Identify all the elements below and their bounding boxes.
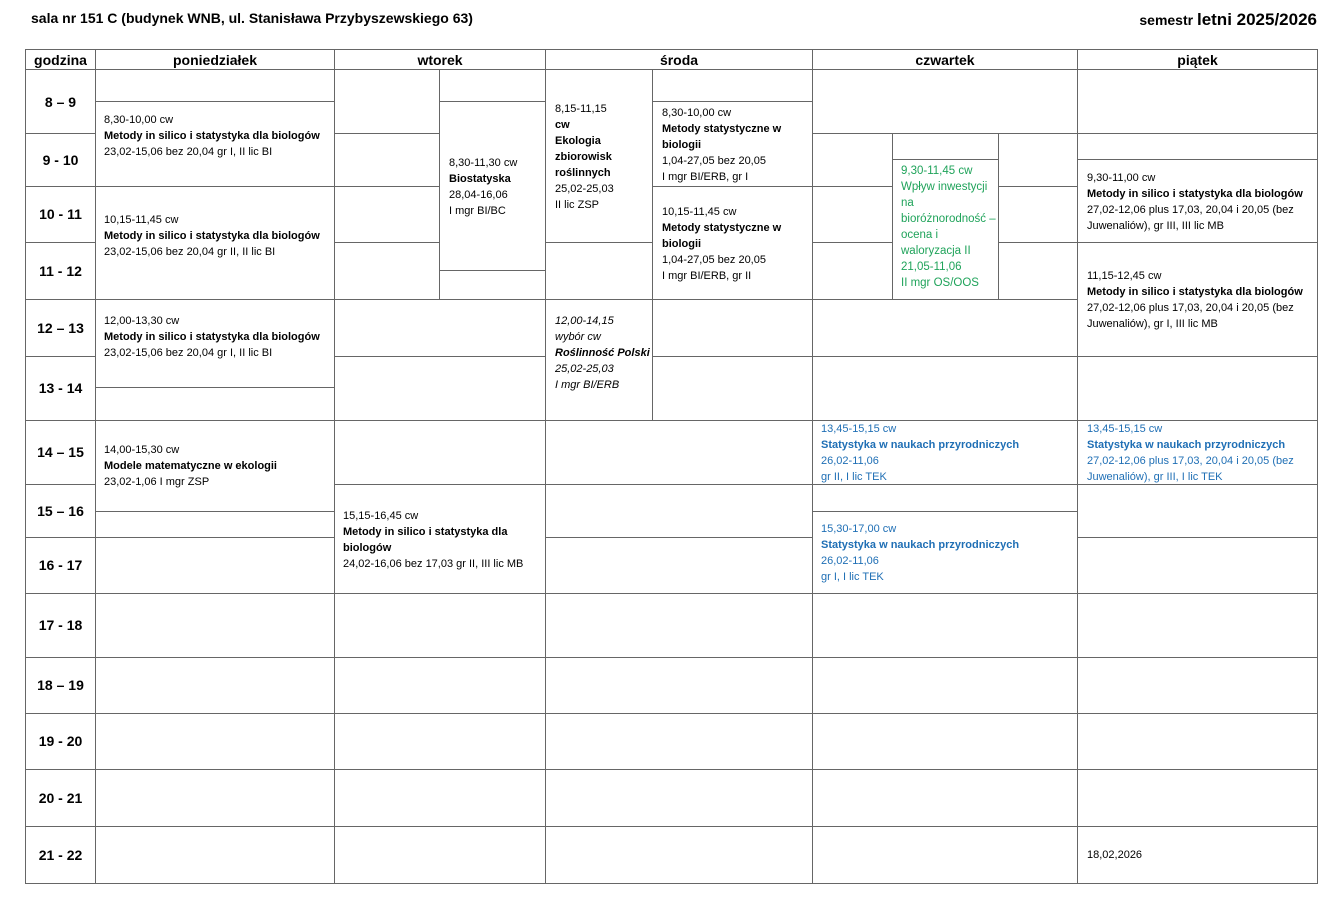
event-friday-3[interactable]	[1087, 421, 1315, 485]
event-time: 15,15-16,45 cw	[343, 510, 419, 522]
event-wednesday-4[interactable]	[555, 313, 650, 393]
semester-prefix: semestr	[1139, 12, 1194, 28]
event-time: 14,00-15,30 cw	[104, 444, 180, 456]
date-note: 18,02,2026	[1087, 849, 1143, 861]
event-tuesday-2[interactable]	[343, 508, 543, 572]
event-title: Statystyka w naukach przyrodniczych	[821, 439, 1020, 451]
event-details: 27,02-12,06 plus 17,03, 20,04 i 20,05 (bez Juwenaliów), gr III, I lic TEK	[1087, 455, 1294, 483]
col-header-hour: godzina	[34, 52, 87, 68]
col-header-wednesday: środa	[659, 52, 699, 68]
event-time: 10,15-11,45 cw	[662, 206, 737, 218]
hour-label: 12 – 13	[37, 320, 84, 336]
event-group: I mgr BI/ERB	[555, 379, 620, 391]
event-group: I mgr BI/ERB, gr I	[662, 171, 749, 183]
hour-label: 13 - 14	[38, 380, 83, 396]
col-header-friday: piątek	[1177, 52, 1218, 68]
event-time: 10,15-11,45 cw	[104, 214, 179, 226]
event-title: Metody in silico i statystyka dla biologów	[104, 331, 320, 343]
col-header-tuesday: wtorek	[417, 52, 463, 68]
event-title: Metody in silico i statystyka dla biologów	[104, 230, 320, 242]
hour-label: 18 – 19	[37, 677, 84, 693]
event-details: 1,04-27,05 bez 20,05	[662, 254, 766, 266]
hour-label: 19 - 20	[38, 733, 83, 749]
room-title: sala nr 151 C (budynek WNB, ul. Stanisława Przybyszewskiego 63)	[31, 10, 473, 26]
hour-label: 17 - 18	[38, 617, 83, 633]
event-title-details: Metody in silico i statystyka dla biologów 27,02-12,06 plus 17,03, 20,04 i 20,05 (bez Juwenaliów), gr III, III lic MB	[1087, 188, 1303, 232]
event-group: I mgr BI/BC	[449, 205, 506, 217]
hour-label: 9 - 10	[42, 152, 79, 168]
event-time: 8,30-11,30 cw	[449, 157, 518, 169]
event-time: 8,30-10,00 cw	[662, 107, 732, 119]
event-title: Metody in silico i statystyka dla biologów	[343, 526, 508, 554]
event-time: 13,45-15,15 cw	[821, 423, 897, 435]
hour-label: 20 - 21	[38, 790, 83, 806]
event-monday-4[interactable]	[104, 442, 330, 490]
event-details: 1,04-27,05 bez 20,05	[662, 155, 766, 167]
event-time: 12,00-14,15	[555, 315, 614, 327]
hour-label: 16 - 17	[38, 557, 83, 573]
event-time: 11,15-12,45 cw	[1087, 270, 1162, 282]
event-details: 25,02-25,03	[555, 363, 614, 375]
event-time: 13,45-15,15 cw	[1087, 423, 1163, 435]
event-details: 28,04-16,06	[449, 189, 508, 201]
hour-label: 14 – 15	[37, 444, 84, 460]
event-details: 23,02-15,06 bez 20,04 gr II, II lic BI	[104, 246, 276, 258]
semester-value: letni 2025/2026	[1196, 10, 1317, 29]
event-type: wybór cw	[555, 331, 601, 343]
event-thursday-1[interactable]	[901, 163, 997, 291]
event-friday-2[interactable]	[1087, 268, 1315, 332]
event-group: II mgr OS/OOS	[901, 277, 979, 289]
event-title: Metody statystyczne w biologii	[662, 123, 782, 151]
col-header-thursday: czwartek	[915, 52, 975, 68]
event-time: 15,30-17,00 cw	[821, 523, 897, 535]
hour-label: 11 - 12	[39, 263, 82, 279]
event-details: 21,05-11,06	[901, 261, 962, 273]
hour-label: 8 – 9	[44, 94, 77, 110]
event-monday-3[interactable]	[104, 313, 330, 361]
event-group: gr II, I lic TEK	[821, 471, 887, 483]
event-monday-2[interactable]	[104, 212, 330, 260]
event-title: Modele matematyczne w ekologii	[104, 460, 277, 472]
event-details: 26,02-11,06	[821, 555, 879, 567]
event-title: Ekologia zbiorowisk roślinnych	[555, 135, 612, 179]
event-details: 26,02-11,06	[821, 455, 879, 467]
event-title: Wpływ inwestycji na bioróżnorodność – ocena i waloryzacja II	[901, 181, 996, 257]
event-monday-1[interactable]	[104, 112, 330, 160]
event-details: 23,02-15,06 bez 20,04 gr I, II lic BI	[104, 146, 273, 158]
event-time: 9,30-11,45 cw	[901, 165, 973, 177]
event-title: Roślinność Polski	[555, 347, 650, 359]
hour-label: 15 – 16	[37, 503, 84, 519]
event-title: Metody statystyczne w biologii	[662, 222, 782, 250]
event-wednesday-2[interactable]	[662, 105, 810, 185]
event-group: gr I, I lic TEK	[821, 571, 884, 583]
event-type: cw	[555, 119, 570, 131]
event-title: Statystyka w naukach przyrodniczych	[1087, 439, 1286, 451]
event-thursday-3[interactable]	[821, 521, 1075, 585]
event-tuesday-1[interactable]	[449, 155, 543, 219]
event-time: 8,15-11,15	[555, 103, 607, 115]
event-details: 23,02-1,06 I mgr ZSP	[104, 476, 210, 488]
event-title: Biostatyska	[449, 173, 511, 185]
event-details: 24,02-16,06 bez 17,03 gr II, III lic MB	[343, 558, 524, 570]
event-thursday-2[interactable]	[821, 421, 1075, 485]
event-title: Statystyka w naukach przyrodniczych	[821, 539, 1020, 551]
event-friday-1[interactable]	[1087, 170, 1315, 234]
event-wednesday-3[interactable]	[662, 204, 810, 284]
event-group: I mgr BI/ERB, gr II	[662, 270, 752, 282]
event-time: 8,30-10,00 cw	[104, 114, 174, 126]
event-title-details: Metody in silico i statystyka dla biologów 27,02-12,06 plus 17,03, 20,04 i 20,05 (bez Juwenaliów), gr I, III lic MB	[1087, 286, 1303, 330]
col-header-monday: poniedziałek	[172, 52, 258, 68]
hour-label: 21 - 22	[38, 847, 83, 863]
event-details: 25,02-25,03	[555, 183, 614, 195]
event-wednesday-1[interactable]	[555, 101, 650, 213]
event-details: 23,02-15,06 bez 20,04 gr I, II lic BI	[104, 347, 273, 359]
event-time: 12,00-13,30 cw	[104, 315, 180, 327]
event-time: 9,30-11,00 cw	[1087, 172, 1156, 184]
hour-label: 10 - 11	[39, 206, 82, 222]
event-group: II lic ZSP	[555, 199, 600, 211]
event-title: Metody in silico i statystyka dla biologów	[104, 130, 320, 142]
